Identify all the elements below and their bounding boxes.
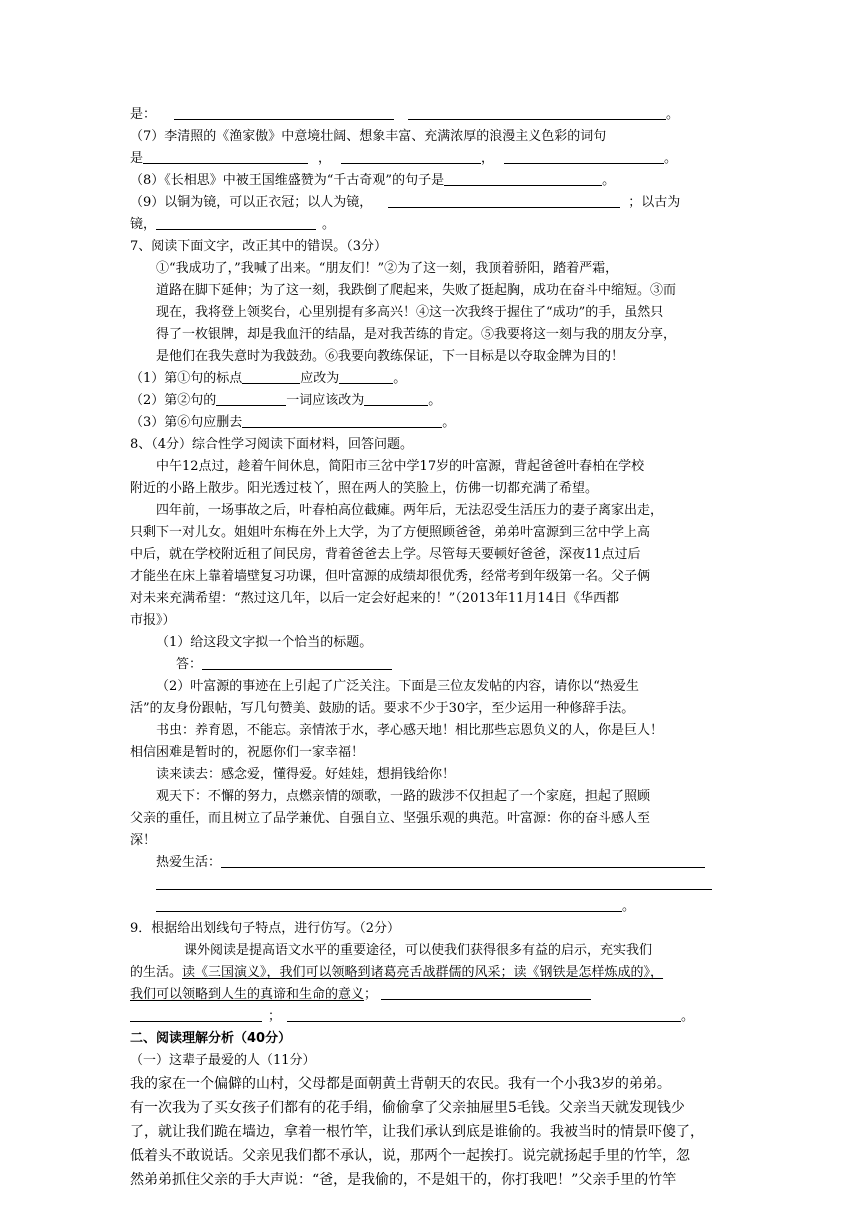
- question-8-title: 8、（4分）综合性学习阅读下面材料，回答问题。: [130, 437, 414, 452]
- q8-text: 四年前，一场事故之后，叶春柏高位截瘫。两年后，无法忍受生活压力的妻子离家出走，: [156, 503, 664, 518]
- answer-blank[interactable]: [143, 149, 308, 164]
- comment-dulaidu: 读来读去：感念爱，懂得爱。好娃娃，想捐钱给你！: [156, 767, 456, 782]
- question-9-poem: （9）以铜为镜，可以正衣冠；以人为镜， ；以古为: [130, 195, 681, 210]
- blank-line-answer: 是 ， ， 。: [130, 151, 678, 166]
- section-2-title: 二、阅读理解分析（40分）: [130, 1031, 292, 1046]
- q8-answer-line: 答：: [130, 654, 730, 676]
- q8-text: 才能坐在床上靠着墙壁复习功课，但叶富源的成绩却很优秀，经常考到年级第一名。父子俩: [130, 569, 651, 584]
- answer-blank[interactable]: [242, 413, 442, 428]
- comment-guantianxia: 观天下：不懈的努力，点燃亲情的颂歌，一路的跋涉不仅担起了一个家庭，担起了照顾: [156, 789, 651, 804]
- answer-blank[interactable]: [444, 171, 602, 186]
- question-7-title: 7、阅读下面文字，改正其中的错误。（3分）: [130, 239, 388, 254]
- q8-text: 中后，就在学校附近租了间民房，背着爸爸去上学。尽管每天要顿好爸爸，深夜11点过后: [130, 547, 641, 562]
- q7-text: 得了一枚银牌，却是我血汗的结晶，是对我苦练的肯定。⑤我要将这一刻与我的朋友分享，: [156, 327, 677, 342]
- q9-answer-line: ； 。: [130, 1006, 730, 1028]
- reading-passage: [130, 1072, 730, 1192]
- reply-blank[interactable]: [156, 897, 622, 912]
- blank-line-answer: 是： 。: [130, 107, 680, 122]
- q7-text: 是他们在我失意时为我鼓劲。⑥我要向教练保证，下一目标是以夺取金牌为目的！: [156, 349, 625, 364]
- answer-blank[interactable]: [388, 193, 620, 208]
- q9-text: 的生活。读《三国演义》，我们可以领略到诸葛亮舌战群儒的风采；读《钢铁是怎样炼成的》，: [130, 965, 664, 980]
- answer-blank[interactable]: [130, 1007, 262, 1022]
- q9-text: 我们可以领略到人生的真谛和生命的意义；: [130, 984, 730, 1006]
- answer-blank[interactable]: [341, 149, 481, 164]
- q7-text: ①“我成功了，”我喊了出来。“朋友们！”②为了这一刻，我顶着骄阳，踏着严霜，: [156, 261, 619, 276]
- answer-blank[interactable]: [242, 369, 300, 384]
- comment-guantianxia: 父亲的重任，而且树立了品学兼优、自强自立、坚强乐观的典范。叶富源：你的奋斗感人至: [130, 811, 651, 826]
- comment-shuchong: 书虫：养育恩，不能忘。亲情浓于水，孝心感天地！相比那些忘恩负义的人，你是巨人！: [156, 723, 664, 738]
- question-9-title: 9．根据给出划线句子特点，进行仿写。（2分）: [130, 921, 401, 936]
- q8-subquestion-1: （1）给这段文字拟一个恰当的标题。: [156, 635, 373, 650]
- exam-page: [130, 104, 730, 1192]
- q7-answer-2: （2）第②句的 一词应该改为 。: [130, 393, 442, 408]
- passage-line: 然弟弟抓住父亲的手大声说：“爸，是我偷的，不是姐干的，你打我吧！”父亲手里的竹竿: [130, 1172, 677, 1188]
- q7-answer-1: （1）第①句的标点 应改为 。: [130, 371, 407, 386]
- q8-text: 中午12点过，趁着午间休息，简阳市三岔中学17岁的叶富源，背起爸爸叶春柏在学校: [156, 459, 645, 474]
- answer-blank[interactable]: [202, 655, 392, 670]
- answer-blank[interactable]: [339, 369, 393, 384]
- reply-line: 热爱生活：: [130, 852, 730, 874]
- answer-blank[interactable]: [287, 1007, 681, 1022]
- answer-blank[interactable]: [408, 105, 666, 120]
- comment-guantianxia: 深！: [130, 833, 157, 848]
- passage-line: 有一次我为了买女孩子们都有的花手绢，偷偷拿了父亲抽屉里5毛钱。父亲当天就发现钱少: [130, 1100, 685, 1116]
- q7-text: 道路在脚下延伸；为了这一刻，我跌倒了爬起来，失败了挺起胸，成功在奋斗中缩短。③而: [156, 283, 677, 298]
- q7-text: 现在，我将登上领奖台，心里别提有多高兴！④这一次我终于握住了“成功”的手，虽然只: [156, 305, 664, 320]
- q8-text: 只剩下一对儿女。姐姐叶东梅在外上大学，为了方便照顾爸爸，弟弟叶富源到三岔中学上高: [130, 525, 651, 540]
- q8-text: 附近的小路上散步。阳光透过枝丫，照在两人的笑脸上，仿佛一切都充满了希望。: [130, 481, 599, 496]
- q9-underlined-sentence: 我们可以领略到人生的真谛和生命的意义: [130, 987, 365, 1002]
- passage-title: （一）这辈子最爱的人（11分）: [130, 1053, 316, 1068]
- reply-blank[interactable]: [221, 853, 705, 868]
- question-7-poem: （7）李清照的《渔家傲》中意境壮阔、想象丰富、充满浓厚的浪漫主义色彩的词句: [130, 129, 607, 144]
- q8-text: 对未来充满希望：“熬过这几年，以后一定会好起来的！”（2013年11月14日《华西都: [130, 591, 619, 606]
- q8-subquestion-2: （2）叶富源的事迹在上引起了广泛关注。下面是三位友发帖的内容，请你以“热爱生: [156, 679, 639, 694]
- blank-line-answer: 镜， 。: [130, 217, 336, 232]
- q8-subquestion-2: 活”的友身份跟帖，写几句赞美、鼓励的话。要求不少于30字，至少运用一种修辞手法。: [130, 701, 635, 716]
- question-8-poem: （8）《长相思》中被王国维盛赞为“千古奇观”的句子是 。: [130, 173, 616, 188]
- q7-answer-3: （3）第⑥句应删去 。: [130, 415, 456, 430]
- answer-blank[interactable]: [381, 985, 591, 1000]
- q9-underlined-sentence: 读《三国演义》，我们可以领略到诸葛亮舌战群儒的风采；读《钢铁是怎样炼成的》，: [182, 965, 664, 980]
- answer-blank[interactable]: [156, 215, 316, 230]
- passage-line: 我的家在一个偏僻的山村，父母都是面朝黄土背朝天的农民。我有一个小我3岁的弟弟。: [130, 1076, 671, 1092]
- answer-blank[interactable]: [216, 391, 286, 406]
- reply-line: 。: [130, 896, 730, 918]
- answer-blank[interactable]: [504, 149, 664, 164]
- q8-text: 市报》）: [130, 613, 176, 628]
- answer-blank[interactable]: [364, 391, 428, 406]
- passage-line: 了，就让我们跪在墙边，拿着一根竹竿，让我们承认到底是谁偷的。我被当时的情景吓傻了，: [130, 1124, 704, 1140]
- reply-line: [130, 874, 730, 896]
- passage-line: 低着头不敢说话。父亲见我们都不承认，说，那两个一起挨打。说完就扬起手里的竹竿，忽: [130, 1148, 690, 1164]
- answer-blank[interactable]: [174, 105, 394, 120]
- q9-text: 课外阅读是提高语文水平的重要途径，可以使我们获得很多有益的启示，充实我们: [184, 943, 653, 958]
- comment-shuchong: 相信困难是暂时的，祝愿你们一家幸福！: [130, 745, 365, 760]
- reply-blank[interactable]: [156, 875, 712, 890]
